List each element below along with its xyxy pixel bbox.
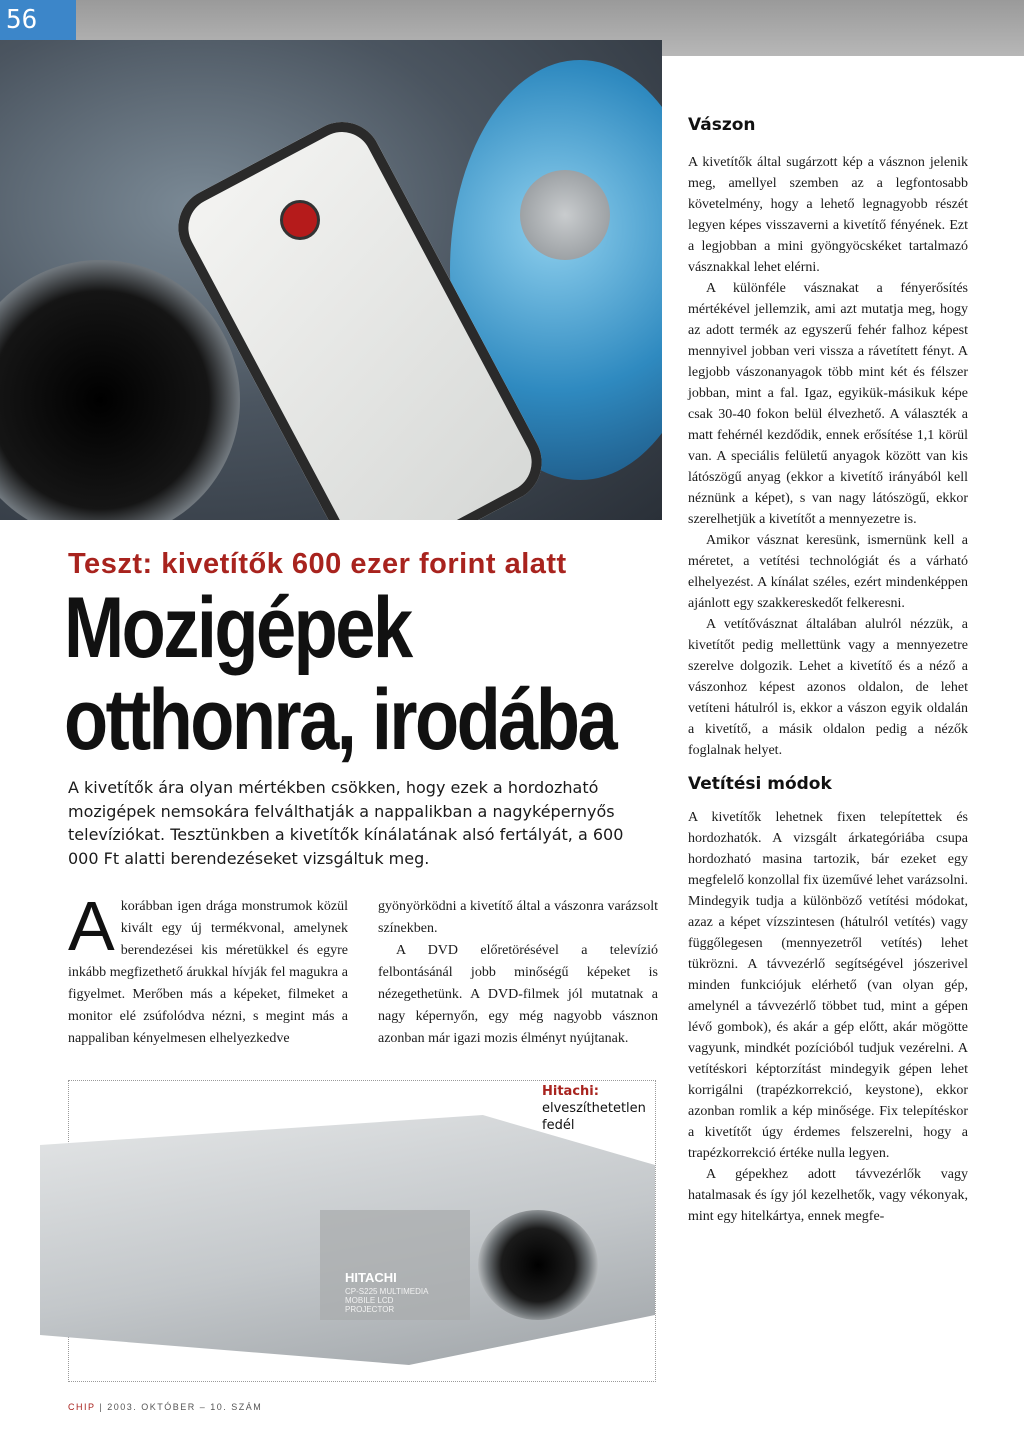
body-paragraph: A kivetítők által sugárzott kép a vásznon jelenik meg, amellyel szemben az a legfontosabb követelmény, hogy a lehető legnagyobb részét legyen képes visszaverni a kivetítő fényének. Ezt a legjobban a mini gyöngyöcskéket tartalmazó vásznakkal lehet elérni. (688, 155, 968, 275)
projector-model-text: CP-S225 MULTIMEDIA MOBILE LCD PROJECTOR (345, 1287, 428, 1314)
hero-projector-lens (0, 260, 240, 520)
photo-caption (542, 1083, 652, 1134)
article-headline (64, 580, 616, 768)
section-heading-vetitesi-modok: Vetítési módok (688, 774, 832, 794)
projector-lens (478, 1210, 598, 1320)
headline-line-2: otthonra, irodába (64, 672, 616, 768)
caption-body: elveszíthetetlen fedél (542, 1101, 646, 1133)
drop-cap: A (68, 887, 115, 965)
body-column-middle (378, 896, 658, 1050)
body-paragraph: gyönyörködni a kivetítő által a vászonra varázsolt színekben. (378, 899, 658, 936)
caption-title: Hitachi: (542, 1084, 599, 1099)
headline-line-1: Mozigépek (64, 580, 411, 676)
section-heading-vaszon: Vászon (688, 115, 756, 135)
article-lead: A kivetítők ára olyan mértékben csökken, hogy ezek a hordozható mozigépek nemsokára felválthatják a nappalikban a nagyképernyős televíziókat. Tesztünkben a kivetítők kínálatának alsó fertályát, a 600 000 Ft alatti berendezéseket vizsgáltuk meg. (68, 778, 624, 868)
footer-issue: | 2003. OKTÓBER – 10. SZÁM (99, 1402, 263, 1412)
body-paragraph (68, 887, 348, 1050)
body-paragraph-text: korábban igen drága monstrumok közül kivált egy új termékvonal, amelynek berendezései kis méretükkel és egyre inkább megfizethető árukkal hívják fel magukra a figyelmet. Merőben más a képeket, filmeket a monitor elé zsúfolódva nézni, s megint más a nappaliban kényelmesen elhelyezkedve (68, 899, 348, 1046)
page-number: 56 (0, 0, 76, 40)
power-button-icon (280, 200, 320, 240)
body-paragraph: A DVD előretörésével a televízió felbontásánál jobb minőségű képeket is nézegethetünk. A DVD-filmek jól mutatnak a nagy képernyőn, egy még nagyobb vásznon azonban már igazi mozis élményt nyújtanak. (378, 943, 658, 1046)
hero-set-button (520, 170, 610, 260)
hero-photo-projector-remote (0, 40, 662, 520)
page-footer (68, 1402, 262, 1412)
body-paragraph: A különféle vásznakat a fényerősítés mértékével jellemzik, ami azt mutatja meg, hogy az adott termék az egyszerű fehér falhoz képest mennyivel jobban veri vissza a rávetített fényt. A legjobb vászonanyagok több mint két és félszer jobban, mint a fal. Igaz, egyikük-másikuk képe csak 30-40 fokon belül élvezhető. A választék a matt fehérnél kezdődik, ennek erősítése 1,1 körül van. A speciális felületű anyagok között van kis látószögű anyag (ekkor a kivetítő irányából kell néznünk a képet), s van nagy látószögű, ekkor szerelhetjük a kivetítőt a mennyezetre is. (688, 281, 968, 527)
body-paragraph: A vetítővásznat általában alulról nézzük, a kivetítőt pedig mellettünk vagy a mennyezetre szerelve dolgozik. Lehet a kivetítő és a néző a vászonhoz képest azonos oldalon, de lehet vetíteni hátulról is, ekkor a vászon egyik oldalán a kivetítő, a másik oldalon pedig a nézők foglalnak helyet. (688, 617, 968, 758)
body-paragraph: A gépekhez adott távvezérlők vagy hatalmasak és így jól kezelhetők, vagy vékonyak, mint egy hitelkártya, ennek megfe- (688, 1167, 968, 1224)
footer-brand: CHIP (68, 1402, 96, 1412)
sidebar-column (688, 112, 968, 1227)
projector-brand-text: HITACHI (345, 1270, 397, 1285)
article-kicker: Teszt: kivetítők 600 ezer forint alatt (68, 548, 567, 580)
body-column-left (68, 887, 348, 1050)
body-paragraph: Amikor vásznat keresünk, ismernünk kell a méretet, a vetítési technológiát és a várható elhelyezést. A kínálat széles, ezért mindenképpen ajánlott egy szakkereskedőt felkeresni. (688, 533, 968, 611)
body-paragraph: A kivetítők lehetnek fixen telepítettek és hordozhatók. A vizsgált árkategóriába csupa hordozható masina tartozik, bár ezeket egy megfelelő konzollal fix üzeművé lehet varázsolni. Mindegyik tudja a különböző vetítési módokat, azaz a képet vízszintesen (hátulról vetítés) vagy függőlegesen (mennyezetről vetítés) lehet tükrözni. A távvezérlő segítségével jószerivel minden funkciójuk elérhető (van olyan gép, amelynél a távvezérlő többet tud, mint a gépen lévő gombok), és akár a gép előtt, akár mögötte vagyunk, mindkét pozícióból tudjuk vezérelni. A vetítéskori képtorzítást mindegyik gépen lehet korrigálni (trapézkorrekció, keystone), ekkor azonban romlik a kép minősége. Fix telepítéskor a kivetítőt úgy érdemes felszerelni, hogy a trapézkorrekció értéke nulla legyen. (688, 810, 968, 1161)
